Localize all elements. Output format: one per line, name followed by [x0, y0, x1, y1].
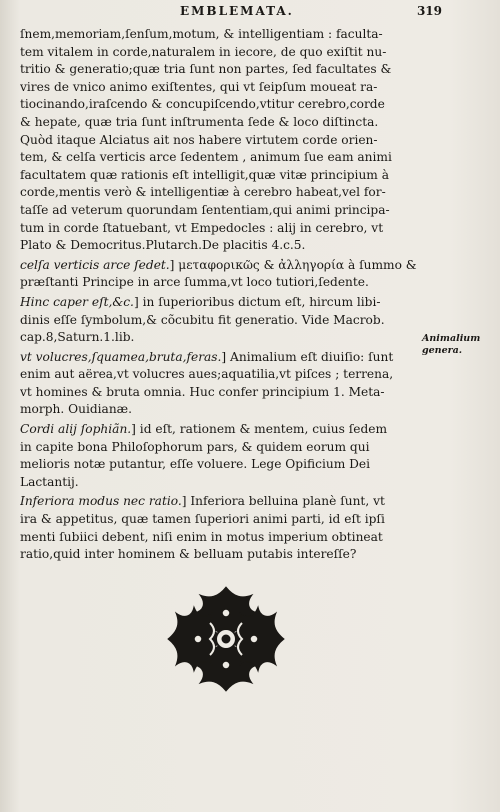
text-line: & hepate, quæ tria ſunt inſtrumenta ſede & loco diſtincta.: [20, 114, 379, 129]
text-line: melioris notæ putantur, eſſe voluere. Lege Opificium Dei: [20, 457, 371, 472]
text-line: cap.8,Saturn.1.lib.: [20, 330, 135, 345]
text-line: tem, & celſa verticis arce ſedentem , animum ſue eam animi: [20, 150, 392, 165]
text-line: vt homines & bruta omnia. Huc confer principium 1. Meta-: [20, 384, 385, 399]
text-line: tem vitalem in corde,naturalem in iecore, de quo exiſtit nu-: [20, 44, 387, 59]
lemma: Inferiora modus nec ratio.: [20, 494, 182, 509]
text-line: ſnem,memoriam,ſenſum,motum, & intelligentiam : faculta-: [20, 27, 383, 41]
text-segment: ] in ſuperioribus dictum eſt, hircum libi-: [133, 294, 381, 309]
text-line: Lactantij.: [20, 474, 79, 489]
text-line: ratio,quid inter hominem & belluam putabis intereſſe?: [20, 547, 357, 562]
page-number: 319: [416, 4, 442, 18]
text-segment: ] id eſt, rationem & mentem, cuius ſedem: [131, 422, 388, 437]
text-line: præſtanti Principe in arce ſumma,vt loco tutiori,ſedente.: [20, 275, 369, 290]
paragraph-2: [20, 257, 417, 292]
paragraph-5: [20, 421, 417, 491]
text-line: morph. Ouidianæ.: [20, 402, 133, 417]
text-line: taſſe ad veterum quorundam ſententiam,qui animi principa-: [20, 202, 390, 217]
text-line: ira & appetitus, quæ tamen ſuperiori animi parti, id eſt ipſi: [20, 512, 385, 527]
fleuron-icon: [160, 583, 292, 695]
paragraph-1: [20, 26, 417, 255]
commentary-text: [20, 26, 417, 566]
text-line: [20, 421, 417, 439]
text-line: facultatem quæ rationis eſt intelligit,quæ vitæ principium à: [20, 167, 389, 182]
text-line: [20, 349, 417, 367]
marginal-note: [422, 333, 496, 357]
marginal-note-line: genera.: [422, 345, 463, 356]
paragraph-6: [20, 493, 417, 563]
text-line: tritio & generatio;quæ tria ſunt non partes, ſed facultates &: [20, 62, 392, 77]
paragraph-4: [20, 349, 417, 419]
marginal-note-line: Animalium: [422, 333, 481, 344]
text-segment: ] Animalium eſt diuiſio: ſunt: [221, 349, 394, 364]
text-line: tum in corde ſtatuebant, vt Empedocles : alij in cerebro, vt: [20, 220, 384, 235]
paragraph-3: [20, 294, 417, 347]
lemma: Hinc caper eſt,&c.: [20, 294, 134, 309]
text-line: [20, 257, 417, 275]
text-line: menti ſubiici debent, niſi enim in motus imperium obtineat: [20, 529, 383, 544]
text-segment: ] Inferiora belluina planè ſunt, vt: [181, 494, 385, 509]
lemma: Cordi alij ſophiãn.: [20, 422, 132, 437]
text-segment: ] μεταφορικῶς & ἀλληγορία à ſummo &: [169, 257, 417, 272]
lemma: vt volucres,ſquamea,bruta,feras.: [20, 349, 222, 364]
text-line: vires de vnico animo exiſtentes, qui vt ſeipſum moueat ra-: [20, 79, 378, 94]
text-line: in capite bona Philoſophorum pars, & quidem eorum qui: [20, 439, 370, 454]
fleuron-graphic: [160, 583, 292, 695]
text-line: corde,mentis verò & intelligentiæ à cerebro habeat,vel for-: [20, 185, 386, 200]
text-line: [20, 294, 417, 312]
running-head: EMBLEMATA.: [180, 4, 294, 18]
text-line: Quòd itaque Alciatus ait nos habere virtutem corde orien-: [20, 132, 378, 147]
lemma: celſa verticis arce ſedet.: [20, 257, 170, 272]
text-line: Plato & Democritus.Plutarch.De placitis 4.c.5.: [20, 238, 306, 253]
text-line: tiocinando,iraſcendo & concupiſcendo,vtitur cerebro,corde: [20, 97, 385, 112]
page-header: [0, 4, 500, 24]
text-line: enim aut aërea,vt volucres aues;aquatilia,vt piſces ; terrena,: [20, 367, 394, 382]
text-line: [20, 493, 417, 511]
text-line: dinis eſſe ſymbolum,& cõcubitu fit generatio. Vide Macrob.: [20, 312, 385, 327]
